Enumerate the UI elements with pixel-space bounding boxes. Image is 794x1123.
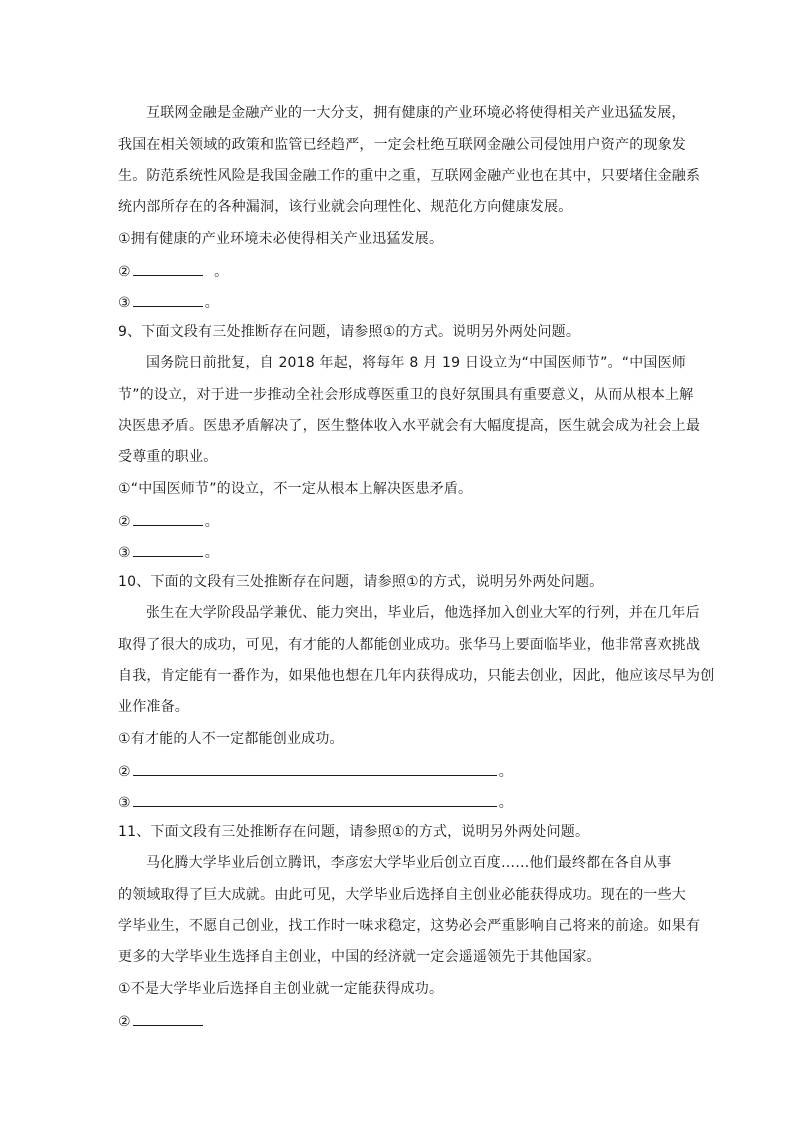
paragraph-line: 取得了很大的成功，可见，有才能的人都能创业成功。张华马上要面临毕业，他非常喜欢挑战 — [118, 637, 701, 653]
answer-marker: ③ — [118, 545, 131, 561]
answer-blank[interactable] — [133, 761, 497, 776]
answer-row-3 — [118, 292, 219, 312]
answer-example: ①拥有健康的产业环境未必使得相关产业迅猛发展。 — [118, 231, 444, 247]
paragraph-line: 生。防范系统性风险是我国金融工作的重中之重，互联网金融产业也在其中，只要堵住金融系 — [118, 168, 701, 184]
answer-blank[interactable] — [133, 261, 203, 276]
answer-suffix: 。 — [204, 545, 219, 561]
paragraph-line: 统内部所存在的各种漏洞，该行业就会向理性化、规范化方向健康发展。 — [118, 199, 573, 215]
answer-marker: ③ — [118, 295, 131, 311]
answer-blank[interactable] — [133, 792, 497, 807]
answer-example: ①“中国医师节”的设立，不一定从根本上解决医患矛盾。 — [118, 481, 473, 497]
question-10: 10、下面的文段有三处推断存在问题，请参照①的方式，说明另外两处问题。 — [118, 574, 604, 590]
paragraph-line: 马化腾大学毕业后创立腾讯，李彦宏大学毕业后创立百度……他们最终都在各自从事 — [146, 855, 672, 871]
answer-row-3 — [118, 542, 219, 562]
question-9: 9、下面文段有三处推断存在问题，请参照①的方式。说明另外两处问题。 — [118, 324, 581, 340]
answer-marker: ③ — [118, 795, 131, 811]
answer-row-3 — [118, 792, 513, 812]
answer-suffix: 。 — [204, 264, 229, 280]
answer-blank[interactable] — [133, 1011, 203, 1026]
question-11: 11、下面文段有三处推断存在问题，请参照①的方式，说明另外两处问题。 — [118, 824, 590, 840]
paragraph-line: 更多的大学毕业生选择自主创业，中国的经济就一定会遥遥领先于其他国家。 — [118, 949, 601, 965]
answer-row-2 — [118, 511, 219, 531]
answer-blank[interactable] — [133, 511, 203, 526]
answer-marker: ② — [118, 264, 131, 280]
paragraph-line: 受尊重的职业。 — [118, 449, 218, 465]
answer-row-2 — [118, 261, 228, 281]
answer-blank[interactable] — [133, 542, 203, 557]
paragraph-line: 节”的设立，对于进一步推动全社会形成尊医重卫的良好氛围具有重要意义，从而从根本上解 — [118, 387, 694, 403]
paragraph-line: 学毕业生，不愿自己创业，找工作时一味求稳定，这势必会严重影响自己将来的前途。如果有 — [118, 918, 701, 934]
paragraph-line: 自我，肯定能有一番作为，如果他也想在几年内获得成功，只能去创业，因此，他应该尽早为创 — [118, 668, 715, 684]
answer-marker: ② — [118, 764, 131, 780]
answer-example: ①不是大学毕业后选择自主创业就一定能获得成功。 — [118, 981, 444, 997]
paragraph-line: 张生在大学阶段品学兼优、能力突出，毕业后，他选择加入创业大军的行列，并在几年后 — [146, 605, 700, 621]
answer-suffix: 。 — [498, 795, 513, 811]
paragraph-line: 互联网金融是金融产业的一大分支，拥有健康的产业环境必将使得相关产业迅猛发展， — [146, 105, 686, 121]
answer-row-2 — [118, 1011, 205, 1031]
answer-marker: ② — [118, 1014, 131, 1030]
answer-example: ①有才能的人不一定都能创业成功。 — [118, 731, 344, 747]
paragraph-line: 我国在相关领域的政策和监管已经趋严，一定会杜绝互联网金融公司侵蚀用户资产的现象发 — [118, 137, 686, 153]
paragraph-line: 国务院日前批复，自 2018 年起，将每年 8 月 19 日设立为“中国医师节”。“中国医师 — [146, 355, 687, 371]
answer-marker: ② — [118, 514, 131, 530]
answer-suffix: 。 — [204, 514, 219, 530]
paragraph-line: 业作准备。 — [118, 699, 189, 715]
answer-suffix: 。 — [498, 764, 513, 780]
answer-suffix: 。 — [204, 295, 219, 311]
paragraph-line: 的领域取得了巨大成就。由此可见，大学毕业后选择自主创业必能获得成功。现在的一些大 — [118, 887, 686, 903]
paragraph-line: 决医患矛盾。医患矛盾解决了，医生整体收入水平就会有大幅度提高，医生就会成为社会上最 — [118, 418, 701, 434]
answer-blank[interactable] — [133, 292, 203, 307]
answer-row-2 — [118, 761, 513, 781]
